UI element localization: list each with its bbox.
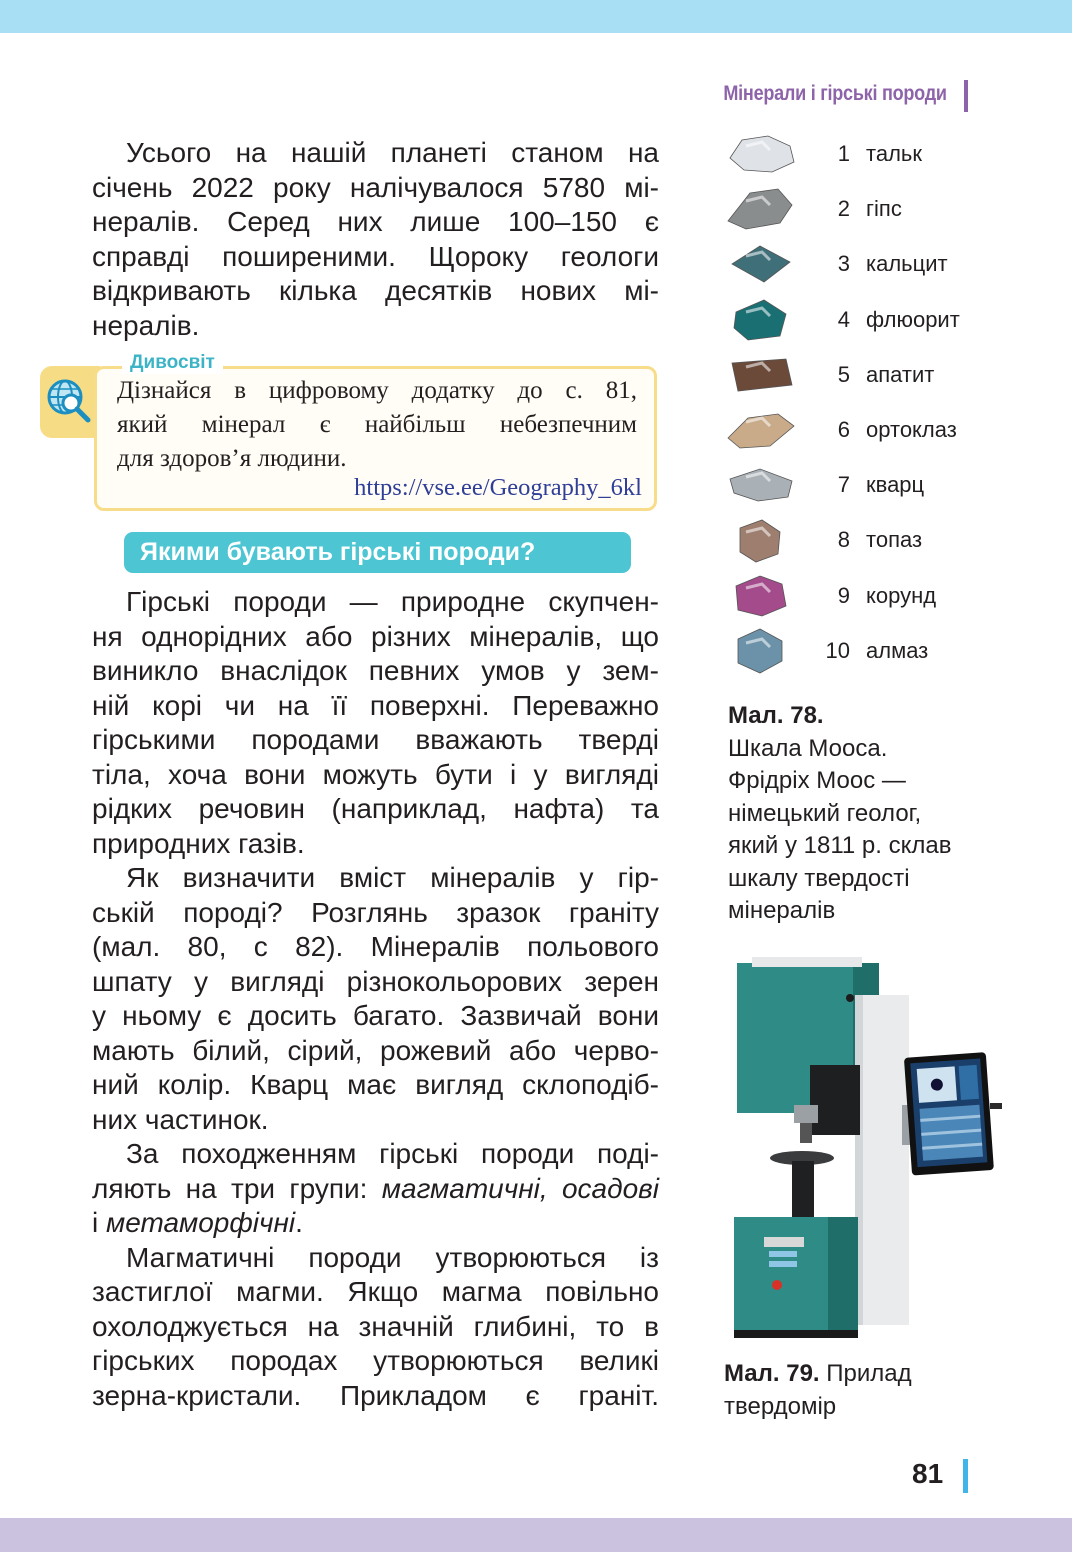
mohs-hardness-number: 7 [837, 472, 850, 498]
mohs-scale-item [720, 404, 980, 456]
mohs-scale-item [720, 514, 980, 566]
body-text: ляють на три групи: [92, 1172, 382, 1204]
mohs-scale-item [720, 128, 980, 180]
main-text [92, 585, 659, 1413]
body-line: шпату у вигляді різнокольорових зерен [92, 965, 659, 997]
mineral-name: кальцит [866, 251, 948, 277]
intro-line: нералів. Серед них лише 100–150 є [92, 206, 659, 237]
mohs-hardness-number: 5 [837, 361, 850, 387]
caption-line: Шкала Мооса. [728, 734, 888, 762]
callout-title: Дивосвіт [122, 352, 223, 374]
caption-line: німецький геолог, [728, 799, 922, 827]
mineral-name: кварц [866, 472, 925, 498]
intro-line: нералів. [92, 309, 200, 341]
mineral-name: алмаз [866, 637, 929, 663]
body-line [92, 1206, 659, 1241]
body-line: ня однорідних або різних мінералів, що [92, 620, 659, 652]
page-number: 81 [912, 1458, 944, 1489]
hardness-tester-image [722, 955, 1004, 1340]
mohs-hardness-number: 10 [825, 637, 850, 663]
callout-text [117, 374, 637, 476]
mohs-hardness-number: 1 [837, 141, 850, 166]
mineral-specimen-image [720, 183, 800, 235]
mineral-specimen-image [720, 238, 800, 290]
mohs-hardness-number: 9 [837, 582, 850, 608]
running-title-bar [964, 80, 968, 112]
mineral-specimen-image [720, 514, 800, 566]
top-color-band [0, 0, 1072, 33]
body-text: і [92, 1207, 106, 1238]
running-title: Мінерали і гірські породи [723, 82, 947, 105]
mohs-scale-item [720, 570, 980, 622]
callout-line: Дізнайся в цифровому додатку до с. 81, [117, 377, 637, 404]
body-line: застиглої магми. Якщо магма повільно [92, 1276, 659, 1307]
body-line: Магматичні породи утворюються із [126, 1241, 659, 1273]
section-title: Якими бувають гірські породи? [124, 532, 631, 573]
figure-78-caption [728, 700, 1028, 928]
callout-line: який мінерал є найбільш небезпечним [117, 411, 637, 438]
body-line: рідких речовин (наприклад, нафта) та [92, 793, 659, 824]
body-line: у ньому є досить багато. Зазвичай вони [92, 1000, 659, 1031]
mohs-hardness-number: 4 [837, 306, 850, 332]
body-line: ний колір. Кварц має вигляд склоподіб- [92, 1069, 659, 1100]
caption-line: твердомір [724, 1392, 837, 1420]
mineral-name: корунд [866, 582, 937, 608]
mineral-name: гіпс [866, 196, 902, 222]
mohs-scale-item [720, 294, 980, 346]
caption-line: шкалу твердості [728, 864, 910, 892]
figure-78-label: Мал. 78. [728, 702, 824, 729]
caption-line: Фрідріх Моос — [728, 767, 906, 794]
mineral-specimen-image [720, 294, 800, 346]
globe-search-icon[interactable] [45, 377, 93, 425]
mineral-name: апатит [866, 361, 935, 387]
body-line [92, 1172, 659, 1207]
body-line: мають білий, сірий, рожевий або черво- [92, 1034, 659, 1066]
caption-line: який у 1811 р. склав [728, 832, 952, 859]
mineral-name: ортоклаз [866, 417, 957, 442]
page-number-bar [963, 1459, 968, 1493]
mineral-specimen-image [720, 570, 800, 622]
mohs-scale-item [720, 459, 980, 511]
body-line: Гірські породи — природне скупчен- [126, 586, 659, 617]
mineral-specimen-image [720, 349, 800, 401]
body-line: Як визначити вміст мінералів у гір- [126, 862, 659, 893]
digital-supplement-link[interactable]: https://vse.ee/Geography_6kl [354, 474, 642, 501]
mohs-scale-item [720, 238, 980, 290]
rock-group-italic: метаморфічні [106, 1207, 296, 1238]
callout-line: для здоров’я людини. [117, 445, 347, 472]
mineral-name: флюорит [866, 306, 960, 332]
intro-line: січень 2022 року налічувалося 5780 мі- [92, 171, 659, 203]
mineral-specimen-image [720, 128, 800, 180]
body-text: . [295, 1207, 303, 1238]
body-line: ній корі чи на її поверхні. Переважно [92, 689, 659, 721]
caption-line: мінералів [728, 897, 836, 924]
intro-line: Усього на нашій планеті станом на [126, 137, 659, 168]
body-line: виникло внаслідок певних умов у зем- [92, 655, 659, 686]
body-line: За походженням гірські породи поді- [126, 1138, 659, 1169]
body-line: гірських породах утворюються великі [92, 1345, 659, 1376]
mohs-hardness-number: 3 [837, 251, 850, 277]
mineral-specimen-image [720, 459, 800, 511]
intro-line: відкривають кілька десятків нових мі- [92, 275, 659, 306]
mineral-name: топаз [866, 527, 923, 553]
intro-line: справді поширеними. Щороку геологи [92, 240, 659, 272]
mineral-specimen-image [720, 404, 800, 456]
intro-paragraph [92, 136, 659, 343]
body-line: (мал. 80, с 82). Мінералів польового [92, 931, 659, 962]
body-line: зерна-кристали. Прикладом є граніт. [92, 1379, 659, 1411]
body-line: тіла, хоча вони можуть бути і у вигляді [92, 758, 659, 790]
mineral-specimen-image [720, 625, 800, 677]
rock-groups-italic: магматичні, осадові [381, 1172, 659, 1204]
figure-79-caption [724, 1358, 1024, 1423]
mohs-scale-item [720, 349, 980, 401]
bottom-color-band [0, 1518, 1072, 1552]
body-line: них частинок. [92, 1103, 269, 1135]
caption-text: Прилад [819, 1360, 912, 1387]
mohs-scale-item [720, 183, 980, 235]
mohs-scale-item [720, 625, 980, 677]
figure-79-label: Мал. 79. [724, 1360, 820, 1387]
caption-line [724, 1358, 1024, 1391]
mohs-hardness-number: 2 [837, 196, 850, 222]
body-line: природних газів. [92, 827, 305, 859]
body-line: гірськими породами вважають тверді [92, 724, 659, 755]
mohs-hardness-number: 6 [837, 417, 850, 442]
body-line: ській породі? Розглянь зразок граніту [92, 896, 659, 928]
mohs-hardness-number: 8 [837, 527, 850, 553]
mineral-name: тальк [866, 141, 922, 166]
body-line: охолоджується на значній глибині, то в [92, 1310, 659, 1342]
